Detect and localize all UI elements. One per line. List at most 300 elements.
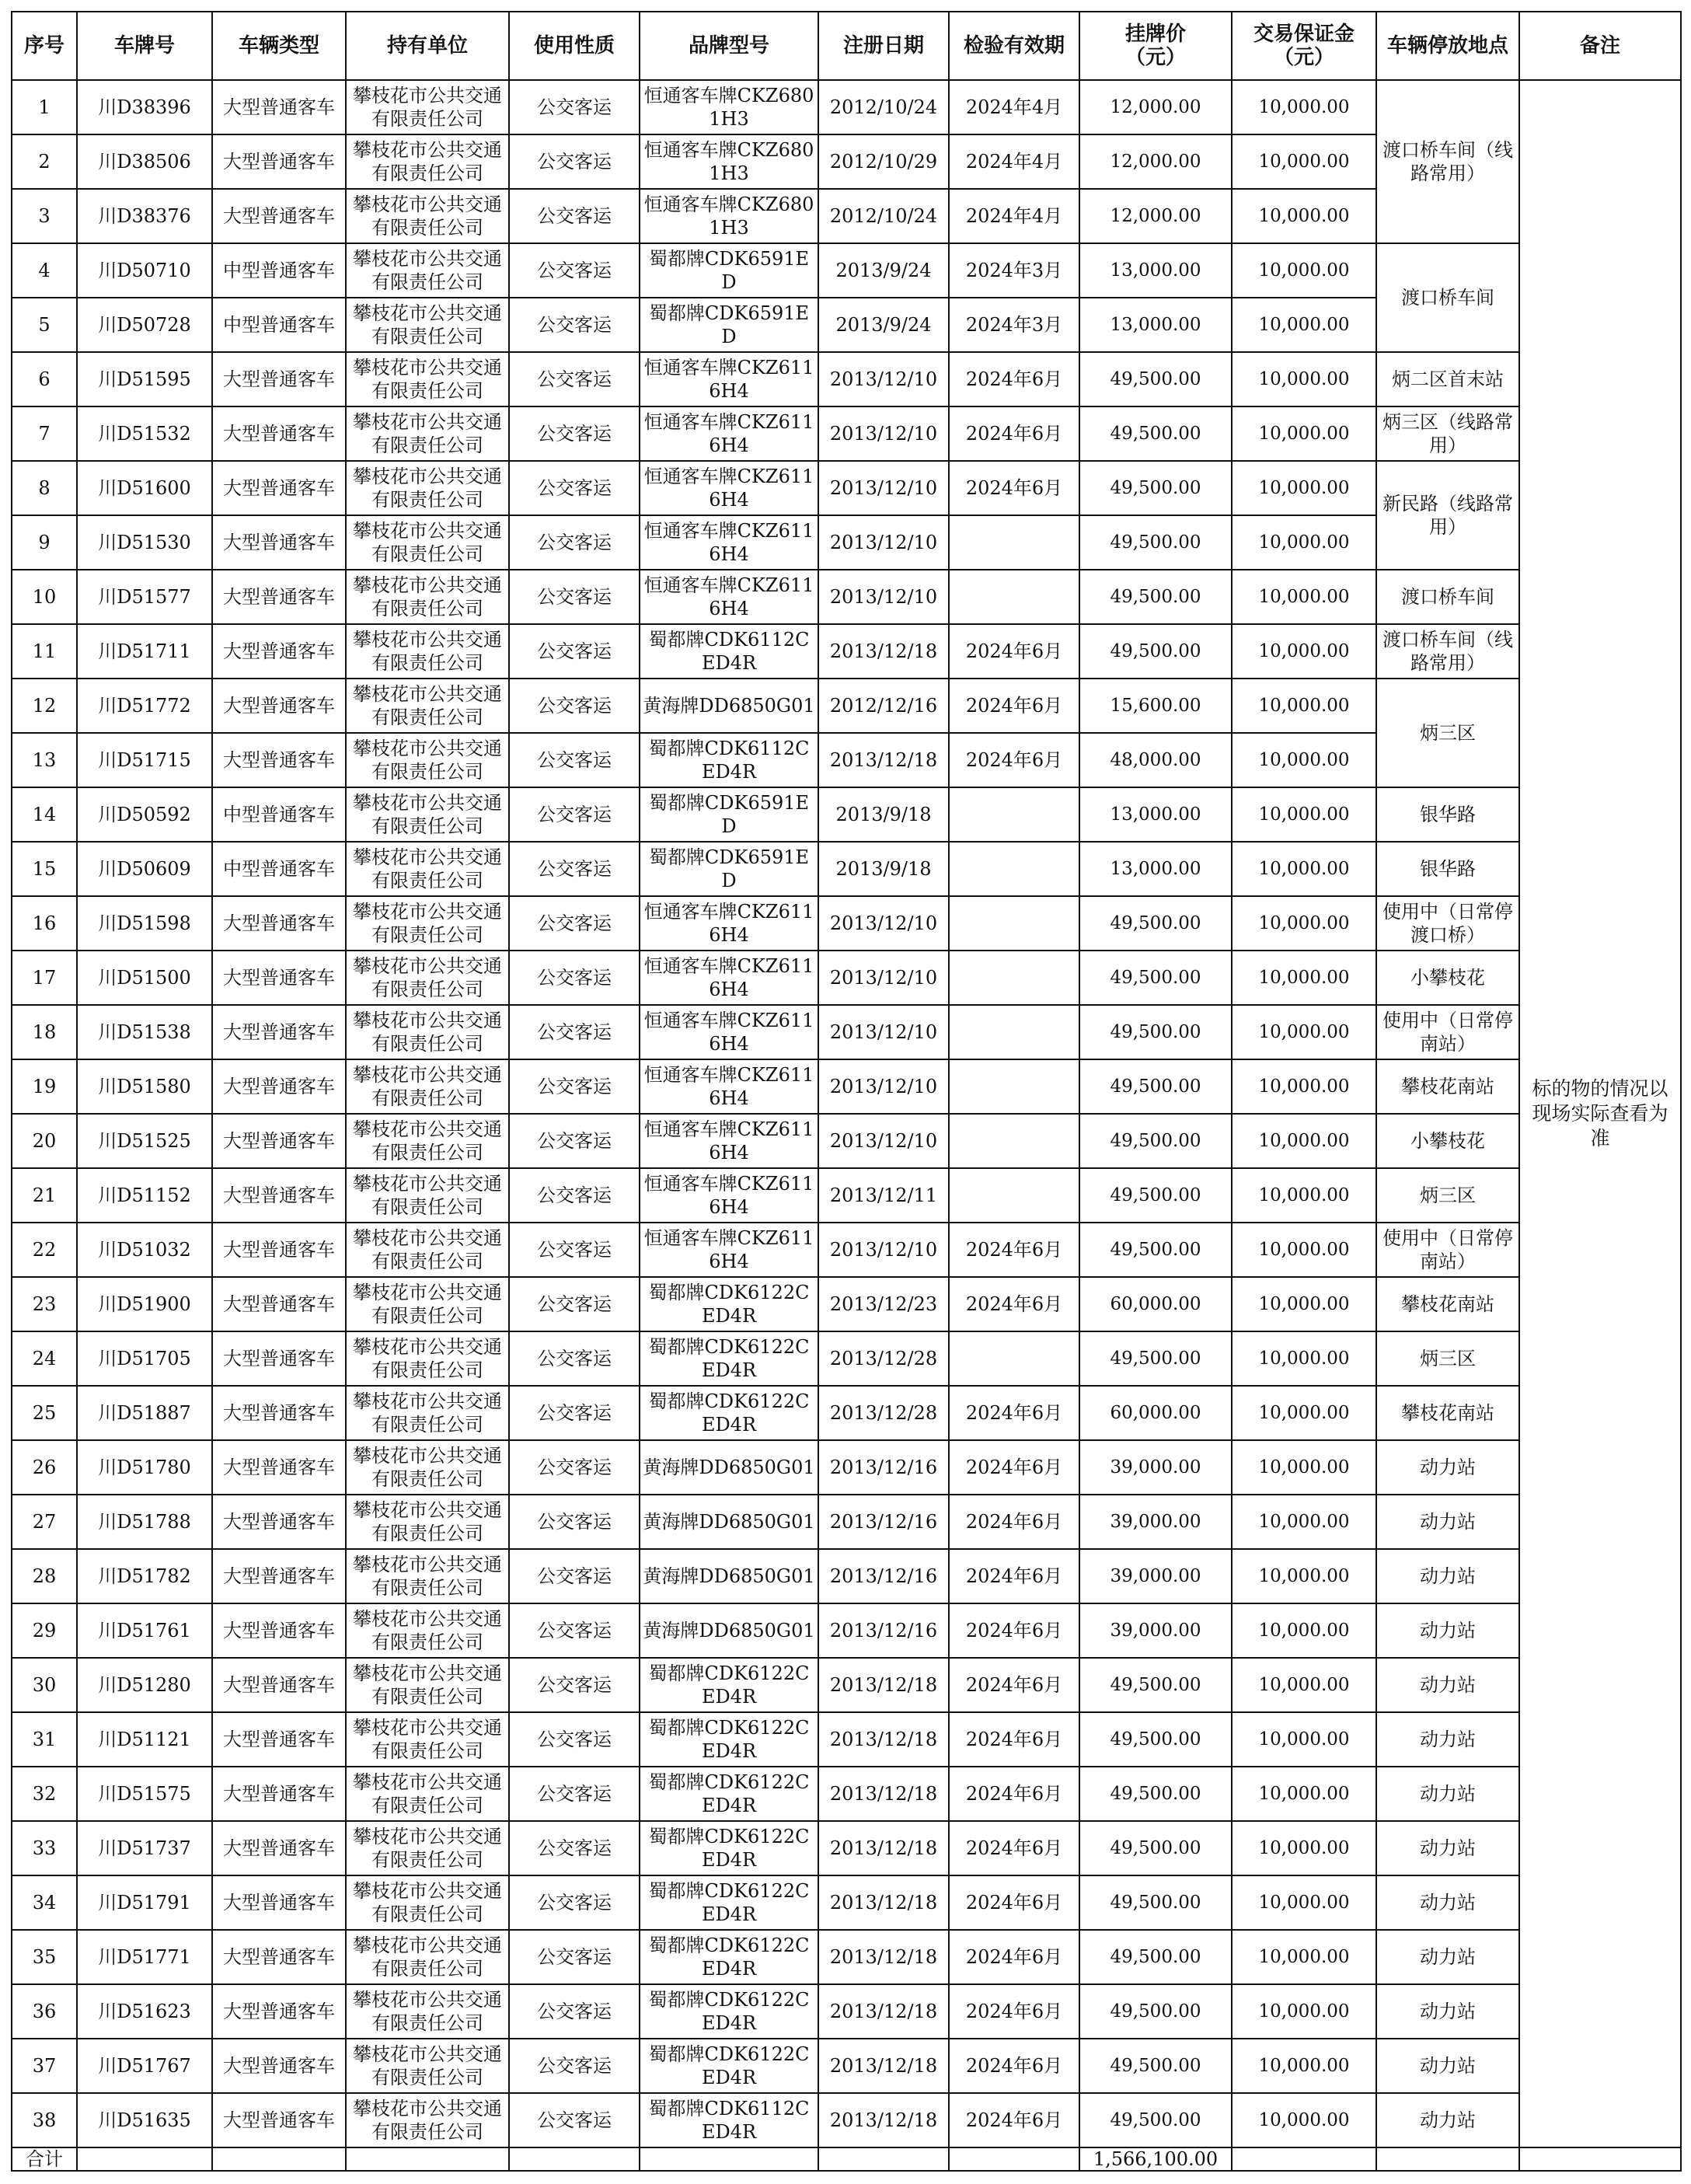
table-row [12, 1223, 1681, 1277]
use-cell: 公交客运 [509, 679, 640, 733]
use-cell: 公交客运 [509, 243, 640, 298]
use-cell: 公交客运 [509, 787, 640, 842]
reg-date-cell: 2013/12/23 [818, 1277, 949, 1331]
plate-cell: 川D51538 [77, 1005, 212, 1059]
price-cell: 13,000.00 [1079, 243, 1232, 298]
use-cell: 公交客运 [509, 624, 640, 679]
model-cell: 恒通客车牌CKZ6116H4 [640, 896, 818, 951]
reg-date-cell: 2013/9/18 [818, 842, 949, 896]
use-cell: 公交客运 [509, 1821, 640, 1875]
reg-date-cell: 2013/9/18 [818, 787, 949, 842]
plate-cell: 川D51577 [77, 570, 212, 624]
plate-cell: 川D51635 [77, 2093, 212, 2147]
valid-cell: 2024年6月 [949, 1875, 1079, 1930]
valid-cell: 2024年6月 [949, 1495, 1079, 1549]
owner-cell: 攀枝花市公共交通有限责任公司 [346, 2093, 509, 2147]
model-cell: 黄海牌DD6850G01 [640, 1603, 818, 1658]
owner-cell: 攀枝花市公共交通有限责任公司 [346, 80, 509, 134]
deposit-cell: 10,000.00 [1232, 1223, 1376, 1277]
price-cell: 49,500.00 [1079, 1712, 1232, 1767]
model-cell: 蜀都牌CDK6122CED4R [640, 1658, 818, 1712]
price-cell: 49,500.00 [1079, 1984, 1232, 2039]
header-deposit: 交易保证金 （元） [1232, 12, 1376, 80]
location-cell: 使用中（日常停南站） [1376, 1005, 1519, 1059]
deposit-cell: 10,000.00 [1232, 679, 1376, 733]
table-row [12, 1059, 1681, 1114]
table-row [12, 2039, 1681, 2093]
row-no: 20 [12, 1114, 77, 1168]
use-cell: 公交客运 [509, 1984, 640, 2039]
plate-cell: 川D51532 [77, 406, 212, 461]
plate-cell: 川D51900 [77, 1277, 212, 1331]
total-empty-cell [1232, 2147, 1376, 2171]
type-cell: 大型普通客车 [212, 1875, 346, 1930]
deposit-cell: 10,000.00 [1232, 406, 1376, 461]
type-cell: 大型普通客车 [212, 1603, 346, 1658]
table-row [12, 1984, 1681, 2039]
row-no: 30 [12, 1658, 77, 1712]
use-cell: 公交客运 [509, 570, 640, 624]
use-cell: 公交客运 [509, 1114, 640, 1168]
owner-cell: 攀枝花市公共交通有限责任公司 [346, 1331, 509, 1386]
valid-cell: 2024年6月 [949, 1603, 1079, 1658]
reg-date-cell: 2013/12/16 [818, 1603, 949, 1658]
use-cell: 公交客运 [509, 951, 640, 1005]
reg-date-cell: 2013/12/10 [818, 570, 949, 624]
valid-cell: 2024年6月 [949, 406, 1079, 461]
type-cell: 大型普通客车 [212, 1440, 346, 1495]
deposit-cell: 10,000.00 [1232, 1114, 1376, 1168]
table-row [12, 1495, 1681, 1549]
price-cell: 39,000.00 [1079, 1549, 1232, 1603]
location-cell: 使用中（日常停南站） [1376, 1223, 1519, 1277]
plate-cell: 川D51771 [77, 1930, 212, 1984]
row-no: 19 [12, 1059, 77, 1114]
price-cell: 13,000.00 [1079, 787, 1232, 842]
model-cell: 蜀都牌CDK6122CED4R [640, 1767, 818, 1821]
plate-cell: 川D50710 [77, 243, 212, 298]
location-cell: 动力站 [1376, 1821, 1519, 1875]
valid-cell: 2024年3月 [949, 243, 1079, 298]
owner-cell: 攀枝花市公共交通有限责任公司 [346, 461, 509, 515]
model-cell: 恒通客车牌CKZ6116H4 [640, 1114, 818, 1168]
price-cell: 49,500.00 [1079, 624, 1232, 679]
type-cell: 大型普通客车 [212, 2093, 346, 2147]
model-cell: 蜀都牌CDK6591ED [640, 243, 818, 298]
header-row [12, 12, 1681, 80]
plate-cell: 川D51715 [77, 733, 212, 787]
reg-date-cell: 2012/10/24 [818, 80, 949, 134]
owner-cell: 攀枝花市公共交通有限责任公司 [346, 1603, 509, 1658]
deposit-cell: 10,000.00 [1232, 1440, 1376, 1495]
type-cell: 大型普通客车 [212, 1821, 346, 1875]
table-row [12, 787, 1681, 842]
price-cell: 15,600.00 [1079, 679, 1232, 733]
type-cell: 大型普通客车 [212, 2039, 346, 2093]
owner-cell: 攀枝花市公共交通有限责任公司 [346, 2039, 509, 2093]
location-cell: 动力站 [1376, 1930, 1519, 1984]
header-model: 品牌型号 [640, 12, 818, 80]
location-cell: 炳二区首末站 [1376, 352, 1519, 406]
use-cell: 公交客运 [509, 2039, 640, 2093]
table-row [12, 1386, 1681, 1440]
valid-cell: 2024年6月 [949, 1767, 1079, 1821]
owner-cell: 攀枝花市公共交通有限责任公司 [346, 1223, 509, 1277]
type-cell: 中型普通客车 [212, 787, 346, 842]
table-row [12, 80, 1681, 134]
model-cell: 蜀都牌CDK6591ED [640, 298, 818, 352]
valid-cell [949, 570, 1079, 624]
plate-cell: 川D51788 [77, 1495, 212, 1549]
total-empty-cell [346, 2147, 509, 2171]
valid-cell [949, 787, 1079, 842]
use-cell: 公交客运 [509, 1277, 640, 1331]
location-cell: 攀枝花南站 [1376, 1059, 1519, 1114]
location-cell: 攀枝花南站 [1376, 1277, 1519, 1331]
row-no: 28 [12, 1549, 77, 1603]
deposit-cell: 10,000.00 [1232, 733, 1376, 787]
table-row [12, 1767, 1681, 1821]
row-no: 18 [12, 1005, 77, 1059]
price-cell: 49,500.00 [1079, 1767, 1232, 1821]
row-no: 26 [12, 1440, 77, 1495]
table-row [12, 1930, 1681, 1984]
reg-date-cell: 2012/10/29 [818, 134, 949, 189]
price-cell: 49,500.00 [1079, 896, 1232, 951]
header-owner: 持有单位 [346, 12, 509, 80]
row-no: 3 [12, 189, 77, 243]
deposit-cell: 10,000.00 [1232, 352, 1376, 406]
row-no: 11 [12, 624, 77, 679]
valid-cell: 2024年6月 [949, 461, 1079, 515]
deposit-cell: 10,000.00 [1232, 787, 1376, 842]
valid-cell: 2024年4月 [949, 189, 1079, 243]
location-cell: 动力站 [1376, 1712, 1519, 1767]
deposit-cell: 10,000.00 [1232, 2039, 1376, 2093]
reg-date-cell: 2013/9/24 [818, 243, 949, 298]
model-cell: 恒通客车牌CKZ6116H4 [640, 570, 818, 624]
reg-date-cell: 2013/12/10 [818, 515, 949, 570]
total-empty-cell [640, 2147, 818, 2171]
model-cell: 恒通客车牌CKZ6801H3 [640, 134, 818, 189]
deposit-cell: 10,000.00 [1232, 1984, 1376, 2039]
owner-cell: 攀枝花市公共交通有限责任公司 [346, 298, 509, 352]
deposit-cell: 10,000.00 [1232, 1712, 1376, 1767]
use-cell: 公交客运 [509, 2093, 640, 2147]
price-cell: 49,500.00 [1079, 2039, 1232, 2093]
reg-date-cell: 2013/12/10 [818, 951, 949, 1005]
price-cell: 48,000.00 [1079, 733, 1232, 787]
row-no: 24 [12, 1331, 77, 1386]
table-row [12, 1277, 1681, 1331]
type-cell: 大型普通客车 [212, 951, 346, 1005]
price-cell: 49,500.00 [1079, 1059, 1232, 1114]
plate-cell: 川D51530 [77, 515, 212, 570]
valid-cell [949, 515, 1079, 570]
type-cell: 大型普通客车 [212, 679, 346, 733]
price-cell: 49,500.00 [1079, 515, 1232, 570]
valid-cell [949, 951, 1079, 1005]
owner-cell: 攀枝花市公共交通有限责任公司 [346, 1658, 509, 1712]
type-cell: 大型普通客车 [212, 1114, 346, 1168]
deposit-cell: 10,000.00 [1232, 189, 1376, 243]
deposit-cell: 10,000.00 [1232, 1495, 1376, 1549]
owner-cell: 攀枝花市公共交通有限责任公司 [346, 951, 509, 1005]
type-cell: 大型普通客车 [212, 1168, 346, 1223]
reg-date-cell: 2013/12/18 [818, 733, 949, 787]
valid-cell: 2024年6月 [949, 1549, 1079, 1603]
valid-cell [949, 1331, 1079, 1386]
reg-date-cell: 2013/12/10 [818, 461, 949, 515]
type-cell: 大型普通客车 [212, 352, 346, 406]
location-cell: 攀枝花南站 [1376, 1386, 1519, 1440]
plate-cell: 川D51623 [77, 1984, 212, 2039]
price-cell: 13,000.00 [1079, 842, 1232, 896]
table-row [12, 1331, 1681, 1386]
type-cell: 大型普通客车 [212, 1930, 346, 1984]
row-no: 2 [12, 134, 77, 189]
row-no: 1 [12, 80, 77, 134]
row-no: 31 [12, 1712, 77, 1767]
row-no: 33 [12, 1821, 77, 1875]
use-cell: 公交客运 [509, 1875, 640, 1930]
owner-cell: 攀枝花市公共交通有限责任公司 [346, 624, 509, 679]
row-no: 5 [12, 298, 77, 352]
reg-date-cell: 2013/12/16 [818, 1495, 949, 1549]
row-no: 37 [12, 2039, 77, 2093]
owner-cell: 攀枝花市公共交通有限责任公司 [346, 1930, 509, 1984]
header-note: 备注 [1519, 12, 1681, 80]
row-no: 4 [12, 243, 77, 298]
header-reg-date: 注册日期 [818, 12, 949, 80]
total-price: 1,566,100.00 [1079, 2147, 1232, 2171]
valid-cell: 2024年6月 [949, 679, 1079, 733]
type-cell: 大型普通客车 [212, 1331, 346, 1386]
row-no: 38 [12, 2093, 77, 2147]
use-cell: 公交客运 [509, 1767, 640, 1821]
model-cell: 恒通客车牌CKZ6116H4 [640, 1168, 818, 1223]
valid-cell: 2024年6月 [949, 1277, 1079, 1331]
location-cell: 动力站 [1376, 1495, 1519, 1549]
table-row [12, 1005, 1681, 1059]
deposit-cell: 10,000.00 [1232, 1331, 1376, 1386]
row-no: 36 [12, 1984, 77, 2039]
row-no: 25 [12, 1386, 77, 1440]
use-cell: 公交客运 [509, 842, 640, 896]
location-cell: 动力站 [1376, 1440, 1519, 1495]
model-cell: 蜀都牌CDK6122CED4R [640, 1821, 818, 1875]
type-cell: 大型普通客车 [212, 1712, 346, 1767]
type-cell: 中型普通客车 [212, 243, 346, 298]
type-cell: 大型普通客车 [212, 1059, 346, 1114]
price-cell: 49,500.00 [1079, 1821, 1232, 1875]
table-row [12, 1712, 1681, 1767]
row-no: 12 [12, 679, 77, 733]
deposit-cell: 10,000.00 [1232, 951, 1376, 1005]
plate-cell: 川D50592 [77, 787, 212, 842]
use-cell: 公交客运 [509, 1712, 640, 1767]
deposit-cell: 10,000.00 [1232, 1658, 1376, 1712]
plate-cell: 川D51580 [77, 1059, 212, 1114]
location-cell: 动力站 [1376, 1767, 1519, 1821]
price-cell: 49,500.00 [1079, 1223, 1232, 1277]
valid-cell: 2024年6月 [949, 1984, 1079, 2039]
row-no: 32 [12, 1767, 77, 1821]
valid-cell: 2024年6月 [949, 1386, 1079, 1440]
model-cell: 黄海牌DD6850G01 [640, 1549, 818, 1603]
location-cell: 动力站 [1376, 1984, 1519, 2039]
use-cell: 公交客运 [509, 134, 640, 189]
table-row [12, 1168, 1681, 1223]
price-cell: 60,000.00 [1079, 1386, 1232, 1440]
type-cell: 大型普通客车 [212, 1223, 346, 1277]
row-no: 29 [12, 1603, 77, 1658]
model-cell: 黄海牌DD6850G01 [640, 1440, 818, 1495]
type-cell: 大型普通客车 [212, 461, 346, 515]
price-cell: 12,000.00 [1079, 134, 1232, 189]
reg-date-cell: 2013/12/18 [818, 2039, 949, 2093]
location-cell: 动力站 [1376, 2093, 1519, 2147]
price-cell: 49,500.00 [1079, 1658, 1232, 1712]
price-cell: 13,000.00 [1079, 298, 1232, 352]
use-cell: 公交客运 [509, 1549, 640, 1603]
plate-cell: 川D51772 [77, 679, 212, 733]
plate-cell: 川D51705 [77, 1331, 212, 1386]
deposit-cell: 10,000.00 [1232, 624, 1376, 679]
type-cell: 大型普通客车 [212, 1005, 346, 1059]
price-cell: 49,500.00 [1079, 1005, 1232, 1059]
model-cell: 恒通客车牌CKZ6116H4 [640, 1223, 818, 1277]
use-cell: 公交客运 [509, 1005, 640, 1059]
owner-cell: 攀枝花市公共交通有限责任公司 [346, 1005, 509, 1059]
valid-cell: 2024年4月 [949, 134, 1079, 189]
plate-cell: 川D51711 [77, 624, 212, 679]
owner-cell: 攀枝花市公共交通有限责任公司 [346, 243, 509, 298]
type-cell: 中型普通客车 [212, 298, 346, 352]
type-cell: 大型普通客车 [212, 896, 346, 951]
row-no: 7 [12, 406, 77, 461]
model-cell: 蜀都牌CDK6112CED4R [640, 2093, 818, 2147]
reg-date-cell: 2013/12/18 [818, 1984, 949, 2039]
row-no: 35 [12, 1930, 77, 1984]
reg-date-cell: 2013/12/18 [818, 1658, 949, 1712]
row-no: 22 [12, 1223, 77, 1277]
model-cell: 恒通客车牌CKZ6116H4 [640, 352, 818, 406]
reg-date-cell: 2013/12/10 [818, 1059, 949, 1114]
location-cell: 渡口桥车间 [1376, 570, 1519, 624]
model-cell: 蜀都牌CDK6122CED4R [640, 1331, 818, 1386]
deposit-cell: 10,000.00 [1232, 1386, 1376, 1440]
valid-cell [949, 1059, 1079, 1114]
plate-cell: 川D50609 [77, 842, 212, 896]
plate-cell: 川D38506 [77, 134, 212, 189]
plate-cell: 川D51887 [77, 1386, 212, 1440]
location-cell: 渡口桥车间（线路常用） [1376, 80, 1519, 243]
plate-cell: 川D50728 [77, 298, 212, 352]
owner-cell: 攀枝花市公共交通有限责任公司 [346, 1712, 509, 1767]
price-cell: 39,000.00 [1079, 1495, 1232, 1549]
price-cell: 49,500.00 [1079, 406, 1232, 461]
reg-date-cell: 2013/12/11 [818, 1168, 949, 1223]
valid-cell [949, 1168, 1079, 1223]
plate-cell: 川D51525 [77, 1114, 212, 1168]
deposit-cell: 10,000.00 [1232, 243, 1376, 298]
price-cell: 49,500.00 [1079, 1875, 1232, 1930]
use-cell: 公交客运 [509, 1603, 640, 1658]
model-cell: 黄海牌DD6850G01 [640, 679, 818, 733]
header-location: 车辆停放地点 [1376, 12, 1519, 80]
valid-cell [949, 896, 1079, 951]
table-row [12, 842, 1681, 896]
table-row [12, 1603, 1681, 1658]
table-row [12, 1875, 1681, 1930]
type-cell: 大型普通客车 [212, 515, 346, 570]
reg-date-cell: 2013/12/10 [818, 406, 949, 461]
deposit-cell: 10,000.00 [1232, 896, 1376, 951]
location-cell: 渡口桥车间 [1376, 243, 1519, 352]
deposit-cell: 10,000.00 [1232, 1277, 1376, 1331]
row-no: 27 [12, 1495, 77, 1549]
owner-cell: 攀枝花市公共交通有限责任公司 [346, 134, 509, 189]
type-cell: 大型普通客车 [212, 1658, 346, 1712]
header-price: 挂牌价 （元） [1079, 12, 1232, 80]
deposit-cell: 10,000.00 [1232, 134, 1376, 189]
row-no: 6 [12, 352, 77, 406]
price-cell: 49,500.00 [1079, 1114, 1232, 1168]
plate-cell: 川D51600 [77, 461, 212, 515]
deposit-cell: 10,000.00 [1232, 2093, 1376, 2147]
row-no: 14 [12, 787, 77, 842]
header-type: 车辆类型 [212, 12, 346, 80]
plate-cell: 川D51280 [77, 1658, 212, 1712]
row-no: 8 [12, 461, 77, 515]
model-cell: 蜀都牌CDK6122CED4R [640, 1386, 818, 1440]
use-cell: 公交客运 [509, 1440, 640, 1495]
use-cell: 公交客运 [509, 1223, 640, 1277]
header-use: 使用性质 [509, 12, 640, 80]
model-cell: 黄海牌DD6850G01 [640, 1495, 818, 1549]
plate-cell: 川D51782 [77, 1549, 212, 1603]
location-cell: 炳三区（线路常用） [1376, 406, 1519, 461]
deposit-cell: 10,000.00 [1232, 1059, 1376, 1114]
table-row [12, 624, 1681, 679]
table-row [12, 1114, 1681, 1168]
owner-cell: 攀枝花市公共交通有限责任公司 [346, 679, 509, 733]
reg-date-cell: 2013/12/10 [818, 896, 949, 951]
model-cell: 恒通客车牌CKZ6116H4 [640, 951, 818, 1005]
owner-cell: 攀枝花市公共交通有限责任公司 [346, 733, 509, 787]
deposit-cell: 10,000.00 [1232, 80, 1376, 134]
table-row [12, 406, 1681, 461]
location-cell: 渡口桥车间（线路常用） [1376, 624, 1519, 679]
location-cell: 银华路 [1376, 842, 1519, 896]
total-row [12, 2147, 1681, 2171]
owner-cell: 攀枝花市公共交通有限责任公司 [346, 1059, 509, 1114]
type-cell: 大型普通客车 [212, 406, 346, 461]
total-empty-cell [1376, 2147, 1519, 2171]
use-cell: 公交客运 [509, 1930, 640, 1984]
deposit-cell: 10,000.00 [1232, 1930, 1376, 1984]
deposit-cell: 10,000.00 [1232, 298, 1376, 352]
price-cell: 49,500.00 [1079, 461, 1232, 515]
model-cell: 恒通客车牌CKZ6801H3 [640, 189, 818, 243]
model-cell: 蜀都牌CDK6122CED4R [640, 1930, 818, 1984]
owner-cell: 攀枝花市公共交通有限责任公司 [346, 1168, 509, 1223]
owner-cell: 攀枝花市公共交通有限责任公司 [346, 515, 509, 570]
valid-cell: 2024年6月 [949, 1223, 1079, 1277]
owner-cell: 攀枝花市公共交通有限责任公司 [346, 570, 509, 624]
deposit-cell: 10,000.00 [1232, 1767, 1376, 1821]
